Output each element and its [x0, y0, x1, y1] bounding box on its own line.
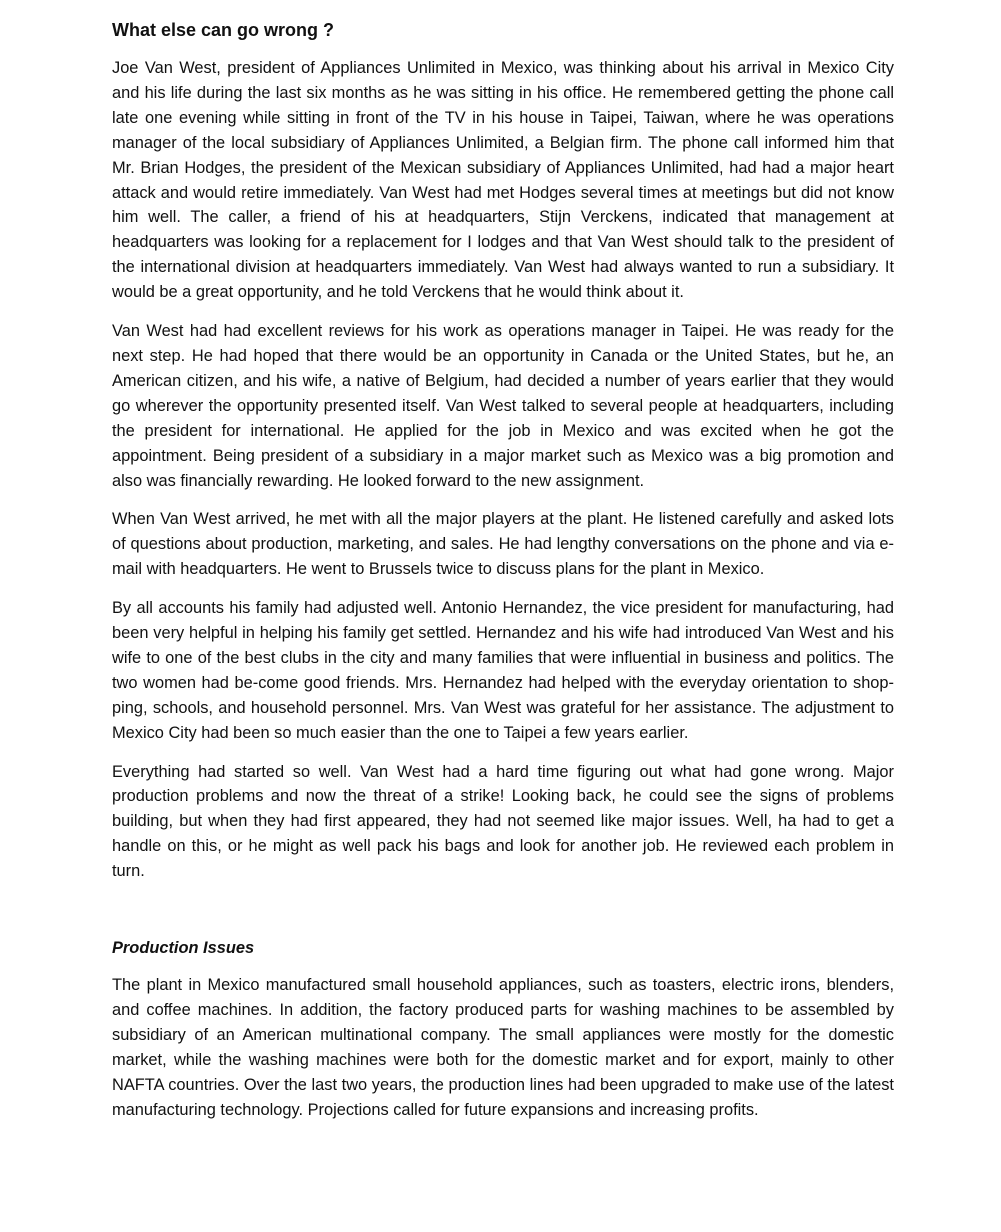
- paragraph-arrival: Joe Van West, president of Appliances Unlimited in Mexico, was thinking about his arrival in Mexico City and his life during the last six months as he was sitting in his office. He remembered getting the phone call late one evening while sitting in front of the TV in his house in Taipei, Taiwan, where he was operations manager of the local subsidiary of Appliances Unlimited, a Belgian firm. The phone call informed him that Mr. Brian Hodges, the president of the Mexican subsidiary of Appliances Unlimited, had had a major heart attack and would retire immediately. Van West had met Hodges several times at meetings but did not know him well. The caller, a friend of his at headquarters, Stijn Verckens, indicated that management at headquarters was looking for a replacement for I lodges and that Van West should talk to the president of the international division at headquarters immediately. Van West had always wanted to run a subsidiary. It would be a great opportunity, and he told Verckens that he would think about it.: [112, 59, 894, 302]
- paragraph-problems: Everything had started so well. Van West had a hard time figuring out what had gone wrong. Major production problems and now the threat of a strike! Looking back, he could see the signs of problems building, but when they had first appeared, they had not seemed like major issues. Well, ha had to get a handle on this, or he might as well pack his bags and look for another job. He reviewed each problem in turn.: [112, 762, 894, 881]
- paragraph-promotion: Van West had had excellent reviews for his work as operations manager in Taipei. He was ready for the next step. He had hoped that there would be an opportunity in Canada or the United States, but he, an American citizen, and his wife, a native of Belgium, had decided a number of years earlier that they would go wherever the opportunity presented itself. Van West talked to several people at headquarters, including the president for international. He applied for the job in Mexico and was excited when he got the appointment. Being president of a subsidiary in a major market such as Mexico was a big promotion and also was financially rewarding. He looked forward to the new assignment.: [112, 322, 894, 490]
- document-page: [112, 16, 894, 1137]
- section-heading-production-issues: Production Issues: [112, 939, 255, 958]
- paragraph-production-issues: The plant in Mexico manufactured small household appliances, such as toasters, electric irons, blenders, and coffee machines. In addition, the factory produced parts for washing machines to be assembled by subsidiary of an American multinational company. The small appliances were mostly for the domestic market, while the washing machines were both for the domestic market and for export, mainly to other NAFTA countries. Over the last two years, the production lines had been upgraded to make use of the latest manufacturing technology. Projections called for future expansions and increasing profits.: [112, 976, 894, 1119]
- document-title: What else can go wrong ?: [112, 20, 335, 40]
- paragraph-family-adjustment: By all accounts his family had adjusted well. Antonio Hernandez, the vice president for manufacturing, had been very helpful in helping his family get settled. Hernandez and his wife had introduced Van West and his wife to one of the best clubs in the city and many families that were influential in business and politics. The two women had be-come good friends. Mrs. Hernandez had helped with the everyday orientation to shop-ping, schools, and household personnel. Mrs. Van West was grateful for her assistance. The adjustment to Mexico City had been so much easier than the one to Taipei a few years earlier.: [112, 599, 894, 742]
- paragraph-plant-meetings: When Van West arrived, he met with all the major players at the plant. He listened carefully and asked lots of questions about production, marketing, and sales. He had lengthy conversations on the phone and via e-mail with headquarters. He went to Brussels twice to discuss plans for the plant in Mexico.: [112, 510, 894, 579]
